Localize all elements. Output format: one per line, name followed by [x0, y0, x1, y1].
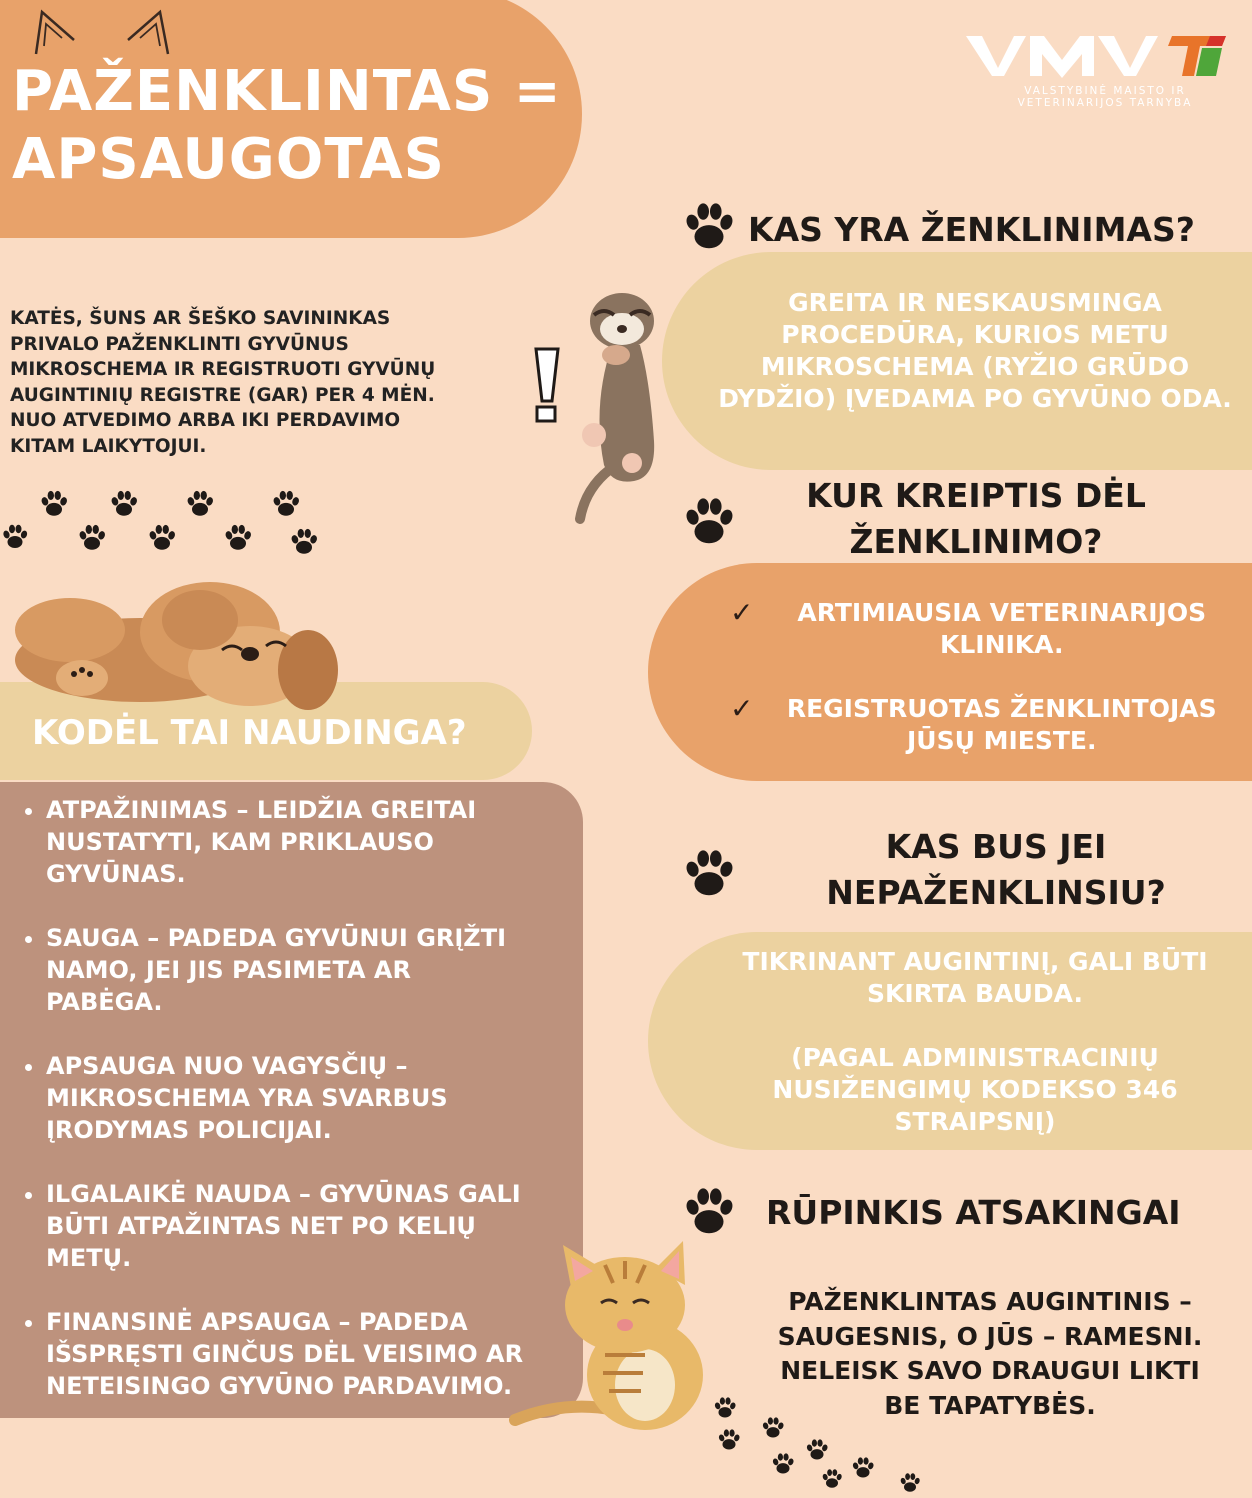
paw-print-icon: [222, 522, 254, 554]
benefits-list-box: [0, 782, 583, 1418]
section-title-what-is: KAS YRA ŽENKLINIMAS?: [748, 210, 1195, 249]
section-title-line: ŽENKLINIMO?: [849, 522, 1103, 561]
intro-line: NUO ATVEDIMO ARBA IKI PERDAVIMO: [10, 410, 401, 431]
paw-print-icon: [76, 522, 108, 554]
intro-line: MIKROSCHEMA IR REGISTRUOTI GYVŪNŲ: [10, 359, 436, 380]
paw-print-icon: [146, 522, 178, 554]
benefit-line: • FINANSINĖ APSAUGA – PADEDA: [46, 1308, 468, 1336]
intro-line: KITAM LAIKYTOJUI.: [10, 435, 207, 457]
where-item-text: [763, 693, 1240, 757]
benefits-title: KODĖL TAI NAUDINGA?: [32, 713, 467, 753]
closing-line: PAŽENKLINTAS AUGINTINIS –: [788, 1287, 1192, 1316]
benefit-line: IŠSPRĘSTI GINČUS DĖL VEISIMO AR: [46, 1340, 524, 1368]
benefits-list: [0, 782, 583, 1402]
paw-print-icon: [716, 1427, 742, 1453]
benefit-line: BŪTI ATPAŽINTAS NET PO KELIŲ: [46, 1212, 476, 1240]
title-line-2: APSAUGOTAS: [12, 127, 445, 192]
consequences-text: [710, 946, 1240, 1138]
benefit-line: NAMO, JEI JIS PASIMETA AR: [46, 956, 411, 984]
paw-print-icon: [760, 1415, 786, 1441]
section-title-line: KAS BUS JEI: [885, 827, 1107, 866]
benefit-line: PABĖGA.: [46, 988, 163, 1016]
where-item-text: [763, 597, 1240, 661]
paw-print-icon: [680, 198, 738, 256]
puppy-illustration: [10, 570, 350, 710]
vmvt-logo: [966, 30, 1228, 82]
logo-subtitle-1: VALSTYBINĖ MAISTO IR: [1024, 85, 1186, 97]
benefit-line: • SAUGA – PADEDA GYVŪNUI GRĮŽTI: [46, 924, 507, 952]
check-icon: ✓: [730, 596, 754, 629]
intro-line: AUGINTINIŲ REGISTRE (GAR) PER 4 MĖN.: [10, 384, 435, 406]
paw-print-icon: [270, 488, 302, 520]
benefit-line: • ATPAŽINIMAS – LEIDŽIA GREITAI: [46, 796, 477, 824]
paw-trail: [0, 488, 340, 558]
list-item: [46, 794, 583, 890]
definition-line: GREITA IR NESKAUSMINGA: [788, 288, 1162, 317]
intro-line: KATĖS, ŠUNS AR ŠEŠKO SAVININKAS: [10, 308, 391, 329]
closing-line: BE TAPATYBĖS.: [884, 1390, 1096, 1420]
title-line-1: PAŽENKLINTAS =: [12, 59, 562, 124]
exclamation-icon: [530, 345, 564, 425]
benefit-line: • APSAUGA NUO VAGYSČIŲ –: [46, 1052, 408, 1080]
where-item-line: JŪSŲ MIESTE.: [906, 726, 1097, 755]
paw-trail: [712, 1395, 942, 1495]
kitten-illustration: [505, 1235, 720, 1435]
definition-line: PROCEDŪRA, KURIOS METU: [781, 320, 1169, 349]
list-item: [46, 1178, 583, 1274]
paw-print-icon: [0, 522, 30, 552]
paw-print-icon: [680, 845, 738, 903]
paw-print-icon: [804, 1437, 830, 1463]
section-title-where: [740, 473, 1212, 565]
definition-line: MIKROSCHEMA (RYŽIO GRŪDO: [760, 352, 1190, 381]
consequences-line: SKIRTA BAUDA.: [867, 979, 1083, 1008]
page-title: [12, 58, 562, 194]
where-list: [730, 597, 1240, 757]
paw-print-icon: [820, 1467, 844, 1491]
benefit-line: NUSTATYTI, KAM PRIKLAUSO: [46, 828, 434, 856]
where-item-line: KLINIKA.: [939, 630, 1064, 659]
benefit-line: ĮRODYMAS POLICIJAI.: [46, 1116, 332, 1144]
paw-print-icon: [770, 1451, 796, 1477]
closing-line: NELEISK SAVO DRAUGUI LIKTI: [780, 1356, 1200, 1385]
paw-print-icon: [184, 488, 216, 520]
paw-print-icon: [38, 488, 70, 520]
check-icon: ✓: [730, 692, 754, 725]
logo-subtitle: [990, 85, 1220, 109]
logo-subtitle-2: VETERINARIJOS TARNYBA: [1017, 97, 1193, 109]
list-item: [46, 922, 583, 1018]
section-title-consequences: [760, 824, 1232, 916]
where-item-line: REGISTRUOTAS ŽENKLINTOJAS: [786, 694, 1217, 723]
paw-print-icon: [680, 493, 738, 551]
section-title-line: KUR KREIPTIS DĖL: [806, 476, 1146, 515]
consequences-line: (PAGAL ADMINISTRACINIŲ: [791, 1043, 1159, 1072]
closing-line: SAUGESNIS, O JŪS – RAMESNI.: [777, 1321, 1203, 1351]
paw-print-icon: [712, 1395, 738, 1421]
section-title-responsibly: RŪPINKIS ATSAKINGAI: [766, 1193, 1181, 1232]
list-item: [730, 597, 1240, 661]
benefit-line: NETEISINGO GYVŪNO PARDAVIMO.: [46, 1372, 513, 1400]
intro-line: PRIVALO PAŽENKLINTI GYVŪNUS: [10, 333, 349, 355]
consequences-line: TIKRINANT AUGINTINĮ, GALI BŪTI: [742, 947, 1208, 976]
list-item: [730, 693, 1240, 757]
consequences-line: NUSIŽENGIMŲ KODEKSO 346: [772, 1075, 1178, 1104]
paw-print-icon: [108, 488, 140, 520]
paw-print-icon: [898, 1471, 922, 1495]
paw-print-icon: [288, 526, 320, 558]
cat-ears-icon: [28, 6, 178, 58]
benefit-line: GYVŪNAS.: [46, 860, 186, 888]
list-item: [46, 1050, 583, 1146]
ferret-illustration: [572, 285, 682, 525]
section-title-line: NEPAŽENKLINSIU?: [826, 873, 1166, 912]
paw-print-icon: [680, 1183, 738, 1241]
paw-print-icon: [850, 1455, 876, 1481]
intro-text: [10, 306, 530, 459]
benefit-line: METŲ.: [46, 1244, 132, 1272]
list-item: [46, 1306, 583, 1402]
where-item-line: ARTIMIAUSIA VETERINARIJOS: [797, 598, 1207, 627]
spacer: [710, 1010, 1240, 1042]
definition-line: DYDŽIO) ĮVEDAMA PO GYVŪNO ODA.: [718, 384, 1232, 413]
definition-text: [690, 287, 1252, 415]
consequences-line: STRAIPSNĮ): [894, 1107, 1056, 1136]
benefit-line: MIKROSCHEMA YRA SVARBUS: [46, 1084, 448, 1112]
benefit-line: • ILGALAIKĖ NAUDA – GYVŪNAS GALI: [46, 1180, 521, 1208]
